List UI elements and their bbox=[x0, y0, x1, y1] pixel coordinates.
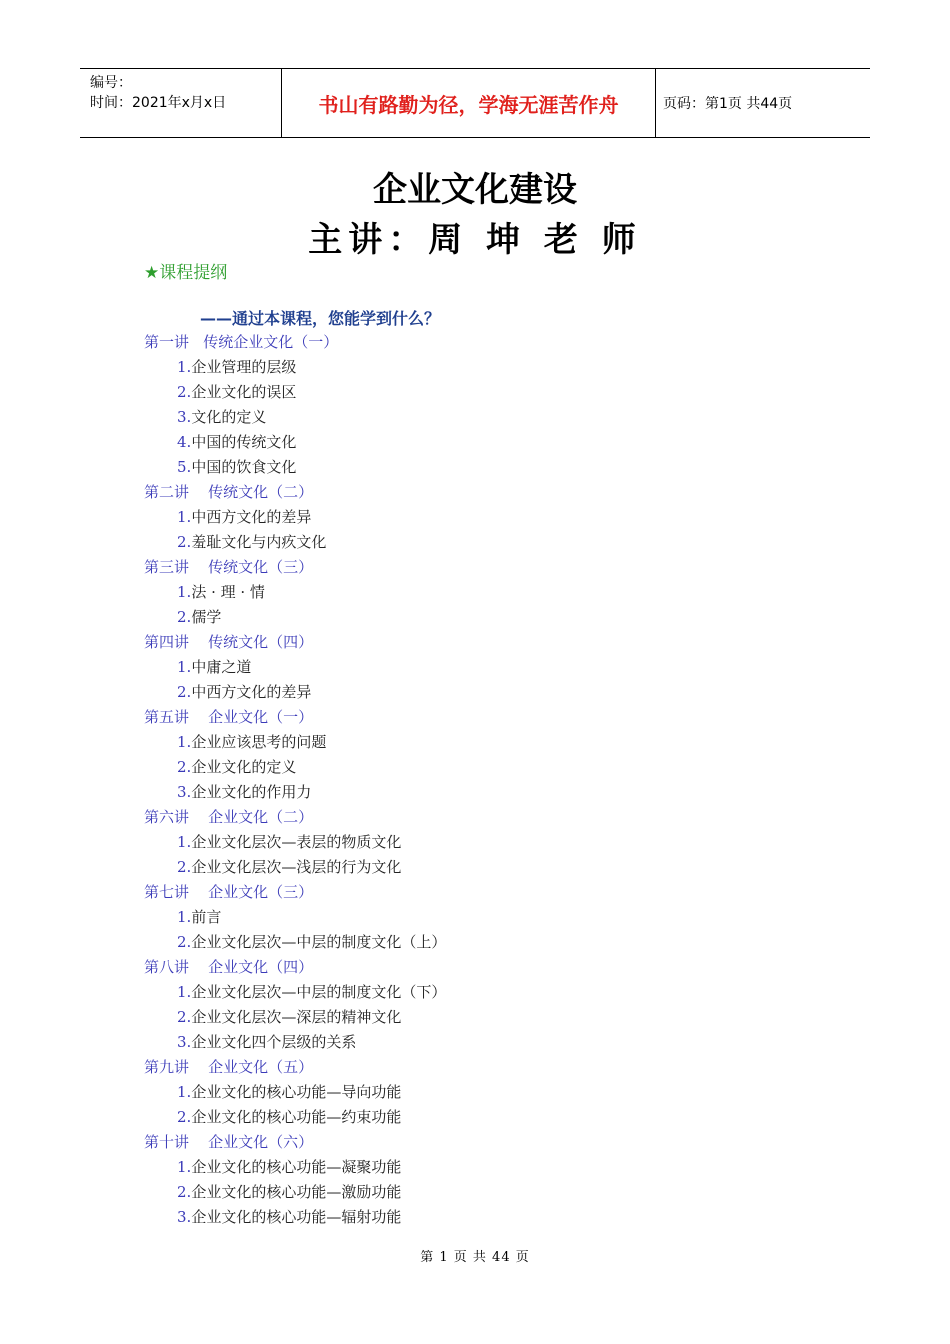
outline-label: ★课程提纲 bbox=[144, 263, 228, 283]
table-of-contents bbox=[144, 330, 844, 1230]
item-text: 企业管理的层级 bbox=[191, 358, 297, 376]
outline-subtitle: ——通过本课程，您能学到什么？ bbox=[200, 309, 441, 328]
lecture-heading: 第七讲 企业文化（三） bbox=[144, 883, 314, 901]
item-text: 企业文化的定义 bbox=[191, 758, 297, 776]
item-number: 5. bbox=[177, 458, 192, 476]
item-text: 企业文化的核心功能—激励功能 bbox=[191, 1183, 402, 1201]
item-number: 2. bbox=[177, 533, 192, 551]
lecture-item bbox=[144, 980, 844, 1005]
lecture-heading: 第一讲 传统企业文化（一） bbox=[144, 333, 339, 351]
item-number: 3. bbox=[177, 1208, 192, 1226]
item-text: 中西方文化的差异 bbox=[191, 508, 312, 526]
item-text: 文化的定义 bbox=[191, 408, 267, 426]
item-number: 2. bbox=[177, 683, 192, 701]
lecture-item bbox=[144, 1155, 844, 1180]
item-number: 2. bbox=[177, 933, 192, 951]
header-table bbox=[80, 68, 870, 138]
item-number: 1. bbox=[177, 983, 192, 1001]
page-footer: 第 1 页 共 44 页 bbox=[420, 1250, 530, 1265]
item-text: 儒学 bbox=[191, 608, 222, 626]
item-number: 2. bbox=[177, 858, 192, 876]
lecture-item bbox=[144, 905, 844, 930]
item-number: 3. bbox=[177, 783, 192, 801]
lecture-item bbox=[144, 405, 844, 430]
lecture-item bbox=[144, 830, 844, 855]
item-text: 中国的饮食文化 bbox=[191, 458, 297, 476]
item-number: 1. bbox=[177, 733, 192, 751]
lecture-item bbox=[144, 855, 844, 880]
lecture-item bbox=[144, 530, 844, 555]
item-number: 1. bbox=[177, 833, 192, 851]
item-number: 3. bbox=[177, 1033, 192, 1051]
item-text: 企业文化的核心功能—凝聚功能 bbox=[191, 1158, 402, 1176]
time-label: 时间：2021年x月x日 bbox=[90, 95, 227, 111]
item-text: 企业文化层次—深层的精神文化 bbox=[191, 1008, 402, 1026]
item-number: 2. bbox=[177, 1183, 192, 1201]
item-number: 3. bbox=[177, 408, 192, 426]
lecture-heading: 第十讲 企业文化（六） bbox=[144, 1133, 314, 1151]
item-text: 中西方文化的差异 bbox=[191, 683, 312, 701]
item-text: 前言 bbox=[191, 908, 222, 926]
header-meta bbox=[80, 69, 282, 137]
lecture-item bbox=[144, 455, 844, 480]
lecture-item bbox=[144, 730, 844, 755]
lecture-heading: 第八讲 企业文化（四） bbox=[144, 958, 314, 976]
lecture-item bbox=[144, 1105, 844, 1130]
item-text: 企业文化层次—中层的制度文化（下） bbox=[191, 983, 447, 1001]
item-text: 企业文化的误区 bbox=[191, 383, 297, 401]
item-number: 1. bbox=[177, 658, 192, 676]
item-text: 法 · 理 · 情 bbox=[191, 583, 265, 601]
item-text: 企业文化四个层级的关系 bbox=[191, 1033, 357, 1051]
lecture-item bbox=[144, 355, 844, 380]
lecture-item bbox=[144, 930, 844, 955]
lecture-item bbox=[144, 1080, 844, 1105]
item-text: 中庸之道 bbox=[191, 658, 252, 676]
item-text: 企业文化的核心功能—导向功能 bbox=[191, 1083, 402, 1101]
item-number: 1. bbox=[177, 508, 192, 526]
item-number: 4. bbox=[177, 433, 192, 451]
item-text: 企业文化层次—浅层的行为文化 bbox=[191, 858, 402, 876]
item-text: 企业应该思考的问题 bbox=[191, 733, 327, 751]
item-text: 企业文化的核心功能—约束功能 bbox=[191, 1108, 402, 1126]
item-number: 2. bbox=[177, 1008, 192, 1026]
header-page-info: 页码：第1页 共44页 bbox=[663, 96, 793, 112]
item-number: 1. bbox=[177, 358, 192, 376]
lecture-heading: 第二讲 传统文化（二） bbox=[144, 483, 314, 501]
speaker-line: 主讲：周 坤 老 师 bbox=[308, 220, 642, 260]
item-text: 企业文化层次—表层的物质文化 bbox=[191, 833, 402, 851]
lecture-item bbox=[144, 430, 844, 455]
item-text: 企业文化的作用力 bbox=[191, 783, 312, 801]
number-label: 编号： bbox=[90, 75, 132, 91]
document-title: 企业文化建设 bbox=[373, 170, 577, 210]
lecture-item bbox=[144, 580, 844, 605]
item-text: 羞耻文化与内疚文化 bbox=[191, 533, 327, 551]
lecture-heading: 第三讲 传统文化（三） bbox=[144, 558, 314, 576]
lecture-item bbox=[144, 780, 844, 805]
lecture-heading: 第六讲 企业文化（二） bbox=[144, 808, 314, 826]
item-number: 1. bbox=[177, 908, 192, 926]
lecture-item bbox=[144, 1180, 844, 1205]
item-number: 2. bbox=[177, 608, 192, 626]
item-text: 中国的传统文化 bbox=[191, 433, 297, 451]
lecture-item bbox=[144, 380, 844, 405]
item-number: 1. bbox=[177, 1083, 192, 1101]
header-motto: 书山有路勤为径，学海无涯苦作舟 bbox=[282, 69, 656, 137]
lecture-item bbox=[144, 1030, 844, 1055]
lecture-item bbox=[144, 605, 844, 630]
item-number: 2. bbox=[177, 383, 192, 401]
lecture-item bbox=[144, 1005, 844, 1030]
item-number: 1. bbox=[177, 1158, 192, 1176]
item-text: 企业文化层次—中层的制度文化（上） bbox=[191, 933, 447, 951]
item-number: 2. bbox=[177, 1108, 192, 1126]
item-number: 2. bbox=[177, 758, 192, 776]
lecture-item bbox=[144, 1205, 844, 1230]
lecture-heading: 第九讲 企业文化（五） bbox=[144, 1058, 314, 1076]
lecture-item bbox=[144, 680, 844, 705]
lecture-item bbox=[144, 655, 844, 680]
item-number: 1. bbox=[177, 583, 192, 601]
lecture-item bbox=[144, 755, 844, 780]
lecture-item bbox=[144, 505, 844, 530]
lecture-heading: 第五讲 企业文化（一） bbox=[144, 708, 314, 726]
item-text: 企业文化的核心功能—辐射功能 bbox=[191, 1208, 402, 1226]
lecture-heading: 第四讲 传统文化（四） bbox=[144, 633, 314, 651]
